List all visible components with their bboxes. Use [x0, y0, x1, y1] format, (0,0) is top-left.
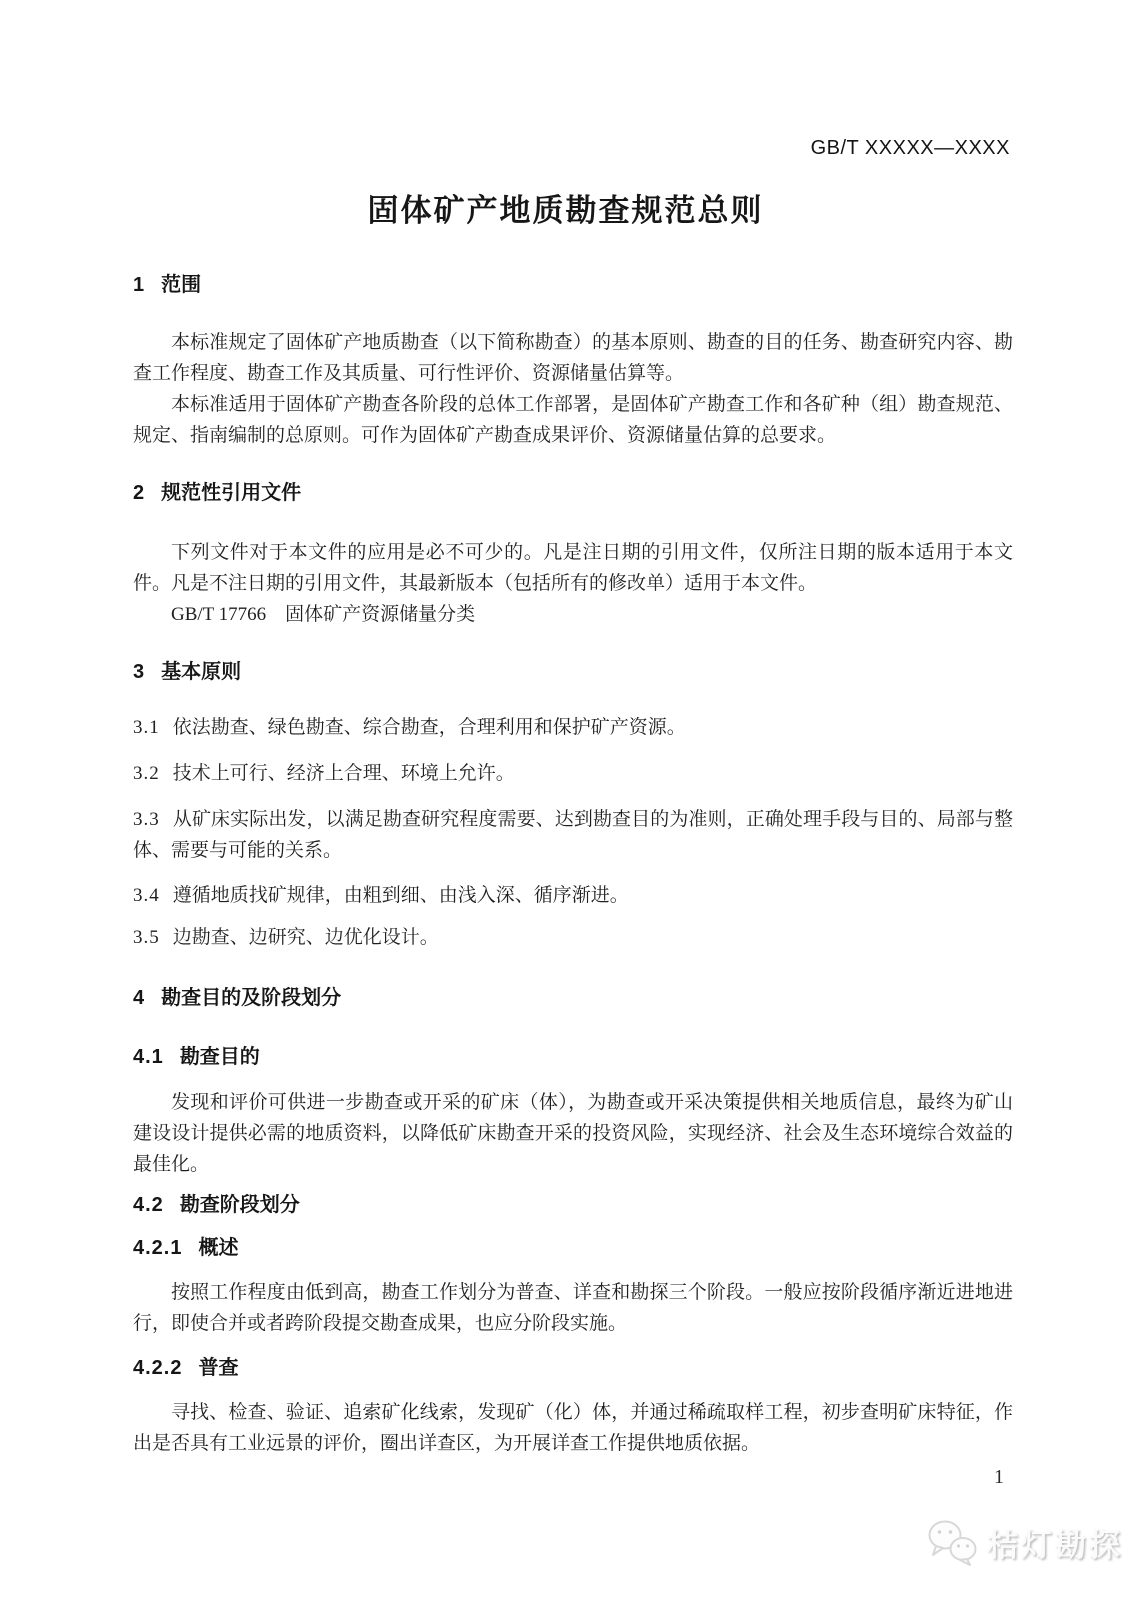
section-3-number: 3 [133, 661, 146, 683]
clause-text: 从矿床实际出发，以满足勘查研究程度需要、达到勘查目的为准则，正确处理手段与目的、局部与整体、需要与可能的关系。 [133, 809, 1013, 861]
clause-text: 边勘查、边研究、边优化设计。 [172, 927, 439, 948]
clause-number: 3.2 [133, 763, 160, 784]
section-4-2-1-number: 4.2.1 [133, 1237, 183, 1259]
clause-number: 3.5 [133, 927, 160, 948]
document-title: 固体矿产地质勘查规范总则 [367, 193, 764, 228]
section-3-heading [133, 657, 1013, 688]
section-3-title: 基本原则 [161, 661, 242, 683]
paragraph: 本标准适用于固体矿产勘查各阶段的总体工作部署，是固体矿产勘查工作和各矿种（组）勘查规范、规定、指南编制的总原则。可作为固体矿产勘查成果评价、资源储量估算的总要求。 [133, 394, 1013, 446]
section-2-body [133, 537, 1013, 630]
clause-item-3-5 [133, 922, 1013, 953]
section-4-2-number: 4.2 [133, 1194, 164, 1216]
section-4-2-title: 勘查阶段划分 [179, 1194, 300, 1216]
clause-text: 技术上可行、经济上合理、环境上允许。 [172, 763, 515, 784]
section-4-2-1-title: 概述 [198, 1237, 239, 1259]
section-4-heading [133, 983, 1013, 1014]
section-4-2-2-title: 普查 [198, 1357, 239, 1379]
watermark [926, 1518, 1123, 1566]
section-1-number: 1 [133, 274, 146, 296]
section-4-1-heading [133, 1042, 1013, 1073]
clause-item-3-2 [133, 758, 1013, 789]
paragraph: 按照工作程度由低到高，勘查工作划分为普查、详查和勘探三个阶段。一般应按阶段循序渐近进地进行，即使合并或者跨阶段提交勘查成果，也应分阶段实施。 [133, 1282, 1013, 1334]
section-4-1-number: 4.1 [133, 1046, 164, 1068]
section-4-2-heading [133, 1190, 1013, 1221]
clause-number: 3.1 [133, 717, 160, 738]
section-4-2-2-heading [133, 1353, 1013, 1384]
section-4-2-1-heading [133, 1233, 1013, 1264]
section-1-body [133, 327, 1013, 451]
clause-number: 3.3 [133, 809, 160, 830]
paragraph: 寻找、检查、验证、追索矿化线索，发现矿（化）体，并通过稀疏取样工程，初步查明矿床特征，作出是否具有工业远景的评价，圈出详查区，为开展详查工作提供地质依据。 [133, 1402, 1013, 1454]
wechat-chat-bubbles-icon [926, 1518, 980, 1566]
section-2-number: 2 [133, 482, 146, 504]
section-2-title: 规范性引用文件 [161, 482, 302, 504]
section-4-2-2-number: 4.2.2 [133, 1357, 183, 1379]
paragraph: 发现和评价可供进一步勘查或开采的矿床（体），为勘查或开采决策提供相关地质信息，最终为矿山建设设计提供必需的地质资料，以降低矿床勘查开采的投资风险，实现经济、社会及生态环境综合效益的最佳化。 [133, 1092, 1013, 1175]
paragraph: 下列文件对于本文件的应用是必不可少的。凡是注日期的引用文件，仅所注日期的版本适用于本文件。凡是不注日期的引用文件，其最新版本（包括所有的修改单）适用于本文件。 [133, 542, 1013, 594]
clause-text: 依法勘查、绿色勘查、综合勘查，合理利用和保护矿产资源。 [172, 717, 686, 738]
reference-entry: GB/T 17766 固体矿产资源储量分类 [171, 604, 476, 625]
section-4-1-title: 勘查目的 [179, 1046, 260, 1068]
standard-code: GB/T XXXXX—XXXX [810, 137, 1010, 159]
clause-item-3-1 [133, 712, 1013, 743]
page-number: 1 [994, 1466, 1004, 1488]
section-4-title: 勘查目的及阶段划分 [161, 987, 342, 1009]
section-4-2-1-body [133, 1277, 1013, 1339]
clause-number: 3.4 [133, 885, 160, 906]
section-1-heading [133, 270, 1013, 301]
clause-item-3-4 [133, 880, 1013, 911]
section-4-number: 4 [133, 987, 146, 1009]
section-1-title: 范围 [161, 274, 202, 296]
clause-item-3-3 [133, 804, 1013, 866]
section-2-heading [133, 478, 1013, 509]
clause-text: 遵循地质找矿规律，由粗到细、由浅入深、循序渐进。 [172, 885, 629, 906]
section-4-1-body [133, 1087, 1013, 1180]
watermark-text: 桔灯勘探 [987, 1527, 1123, 1563]
paragraph: 本标准规定了固体矿产地质勘查（以下简称勘查）的基本原则、勘查的目的任务、勘查研究内容、勘查工作程度、勘查工作及其质量、可行性评价、资源储量估算等。 [133, 332, 1013, 384]
section-4-2-2-body [133, 1397, 1013, 1459]
